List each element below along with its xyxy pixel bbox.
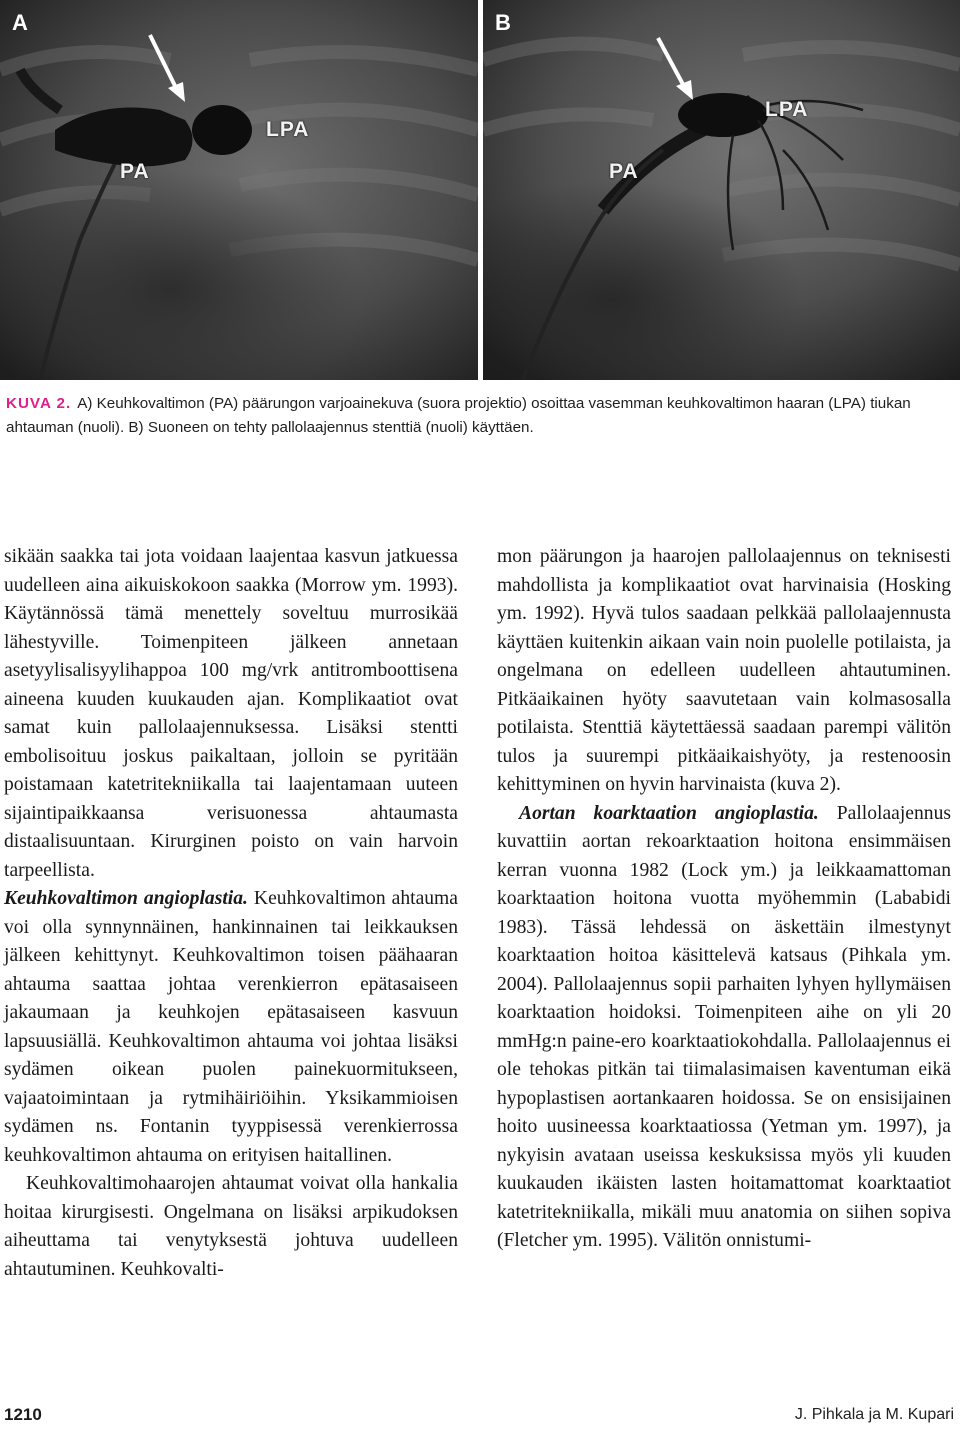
paragraph-with-heading xyxy=(497,800,951,1256)
paragraph-text: Pallolaajennus kuvattiin aortan rekoarktaation hoitona ensimmäisen kerran vuonna 1982 (Lock ym.) ja leikkaamattoman koarktaation hoitona vuotta myöhemmin (Lababidi 1983). Tässä lehdessä on äskettäin ilmestynyt koarktaation hoitoa käsittelevä katsaus (Pihkala ym. 2004). Pallolaajennus sopii parhaiten lyhyen hyllymäisen koarktaation hoidoksi. Toimenpiteen aihe on yli 20 mmHg:n paine-ero koarktaatiokohdalla. Pallolaajennus ei ole tehokas pitkän tai tiimalasimaisen kaventuman eikä hypoplastisen aortankaaren hoidossa. Se on ensisijainen hoito uusineessa koarktaatiossa (Yetman ym. 1997), ja nykyisin avataan useissa keskuksissa myös yli kuuden kuukauden ikäisten lasten hoitamattomat koarktaatiot katetritekniikalla, mikäli muu anatomia on siihen sopiva (Fletcher ym. 1995). Välitön onnistumi- xyxy=(497,802,951,1251)
figure-panel-b xyxy=(483,0,960,380)
label-pa-a: PA xyxy=(120,160,150,183)
caption-text: A) Keuhkovaltimon (PA) päärungon varjoainekuva (suora projektio) osoittaa vasemman keuhkovaltimon haaran (LPA) tiukan ahtauman (nuoli). B) Suoneen on tehty pallolaajennus stenttiä (nuoli) käyttäen. xyxy=(6,395,911,436)
text-column-left xyxy=(4,543,458,1284)
section-heading: Aortan koarktaation angioplastia. xyxy=(519,802,819,824)
section-heading: Keuhkovaltimon angioplastia. xyxy=(4,888,248,909)
angiogram-image-a xyxy=(0,0,478,380)
paragraph-text: Keuhkovaltimon ahtauma voi olla synnynnäinen, hankinnainen tai leikkauksen jälkeen kehittynyt. Keuhkovaltimon toisen päähaaran ahtauma saattaa johtaa verenkierron epätasaiseen jakaumaan ja keuhkojen epätasaiseen kasvuun lapsuusiällä. Keuhkovaltimon ahtauma voi johtaa lisäksi sydämen oikean puolen painekuormitukseen, vajaatoimintaan ja rytmihäiriöihin. Yksikammioisen sydämen ns. Fontanin tyyppisessä verenkierrossa keuhkovaltimon ahtauma on erityisen haitallinen. xyxy=(4,888,458,1166)
text-column-right xyxy=(497,543,951,1256)
figure-panel-a xyxy=(0,0,478,380)
panel-letter-b: B xyxy=(495,10,511,35)
caption-label: KUVA 2. xyxy=(6,395,72,412)
label-lpa-b: LPA xyxy=(765,98,809,121)
label-lpa-a: LPA xyxy=(266,118,310,141)
paragraph: Keuhkovaltimohaarojen ahtaumat voivat olla hankalia hoitaa kirurgisesti. Ongelmana on lisäksi arpikudoksen aiheuttama tai venytyksestä johtuva uudelleen ahtautuminen. Keuhkovalti- xyxy=(4,1173,458,1280)
panel-letter-a: A xyxy=(12,10,28,35)
paragraph: sikään saakka tai jota voidaan laajentaa kasvun jatkuessa uudelleen aina aikuiskokoon saakka (Morrow ym. 1993). Käytännössä tämä menettely soveltuu murrosikää lähestyville. Toimenpiteen jälkeen annetaan asetyylisalisyylihappoa 100 mg/vrk antitromboottisena aineena kuuden kuukauden ajan. Komplikaatiot ovat samat kuin pallolaajennuksessa. Lisäksi stentti embolisoituu joskus paikaltaan, jolloin se pyritään poistamaan katetritekniikalla tai laajentamaan uuteen sijaintipaikkaansa verisuonessa ahtaumasta distaalisuuntaan. Kirurginen poisto on vain harvoin tarpeellista. xyxy=(4,546,458,881)
paragraph-with-heading xyxy=(4,885,458,1170)
angiogram-image-b xyxy=(483,0,960,380)
figure-caption xyxy=(6,392,956,440)
page-number: 1210 xyxy=(4,1405,42,1424)
running-footer-authors: J. Pihkala ja M. Kupari xyxy=(794,1406,954,1423)
paragraph: mon päärungon ja haarojen pallolaajennus on teknisesti mahdollista ja komplikaatiot ovat harvinaisia (Hosking ym. 1992). Hyvä tulos saadaan pelkkää pallolaajennusta käyttäen kuitenkin aikaan vain noin puolelle potilaista, ja ongelmana on edelleen uudelleen ahtautuminen. Pitkäaikainen hyöty saavutetaan vain kolmasosalla potilaista. Stenttiä käytettäessä saadaan parempi välitön tulos ja suurempi pitkäaikaishyöty, ja restenoosin kehittyminen on hyvin harvinaista (kuva 2). xyxy=(497,546,951,795)
label-pa-b: PA xyxy=(609,160,639,183)
